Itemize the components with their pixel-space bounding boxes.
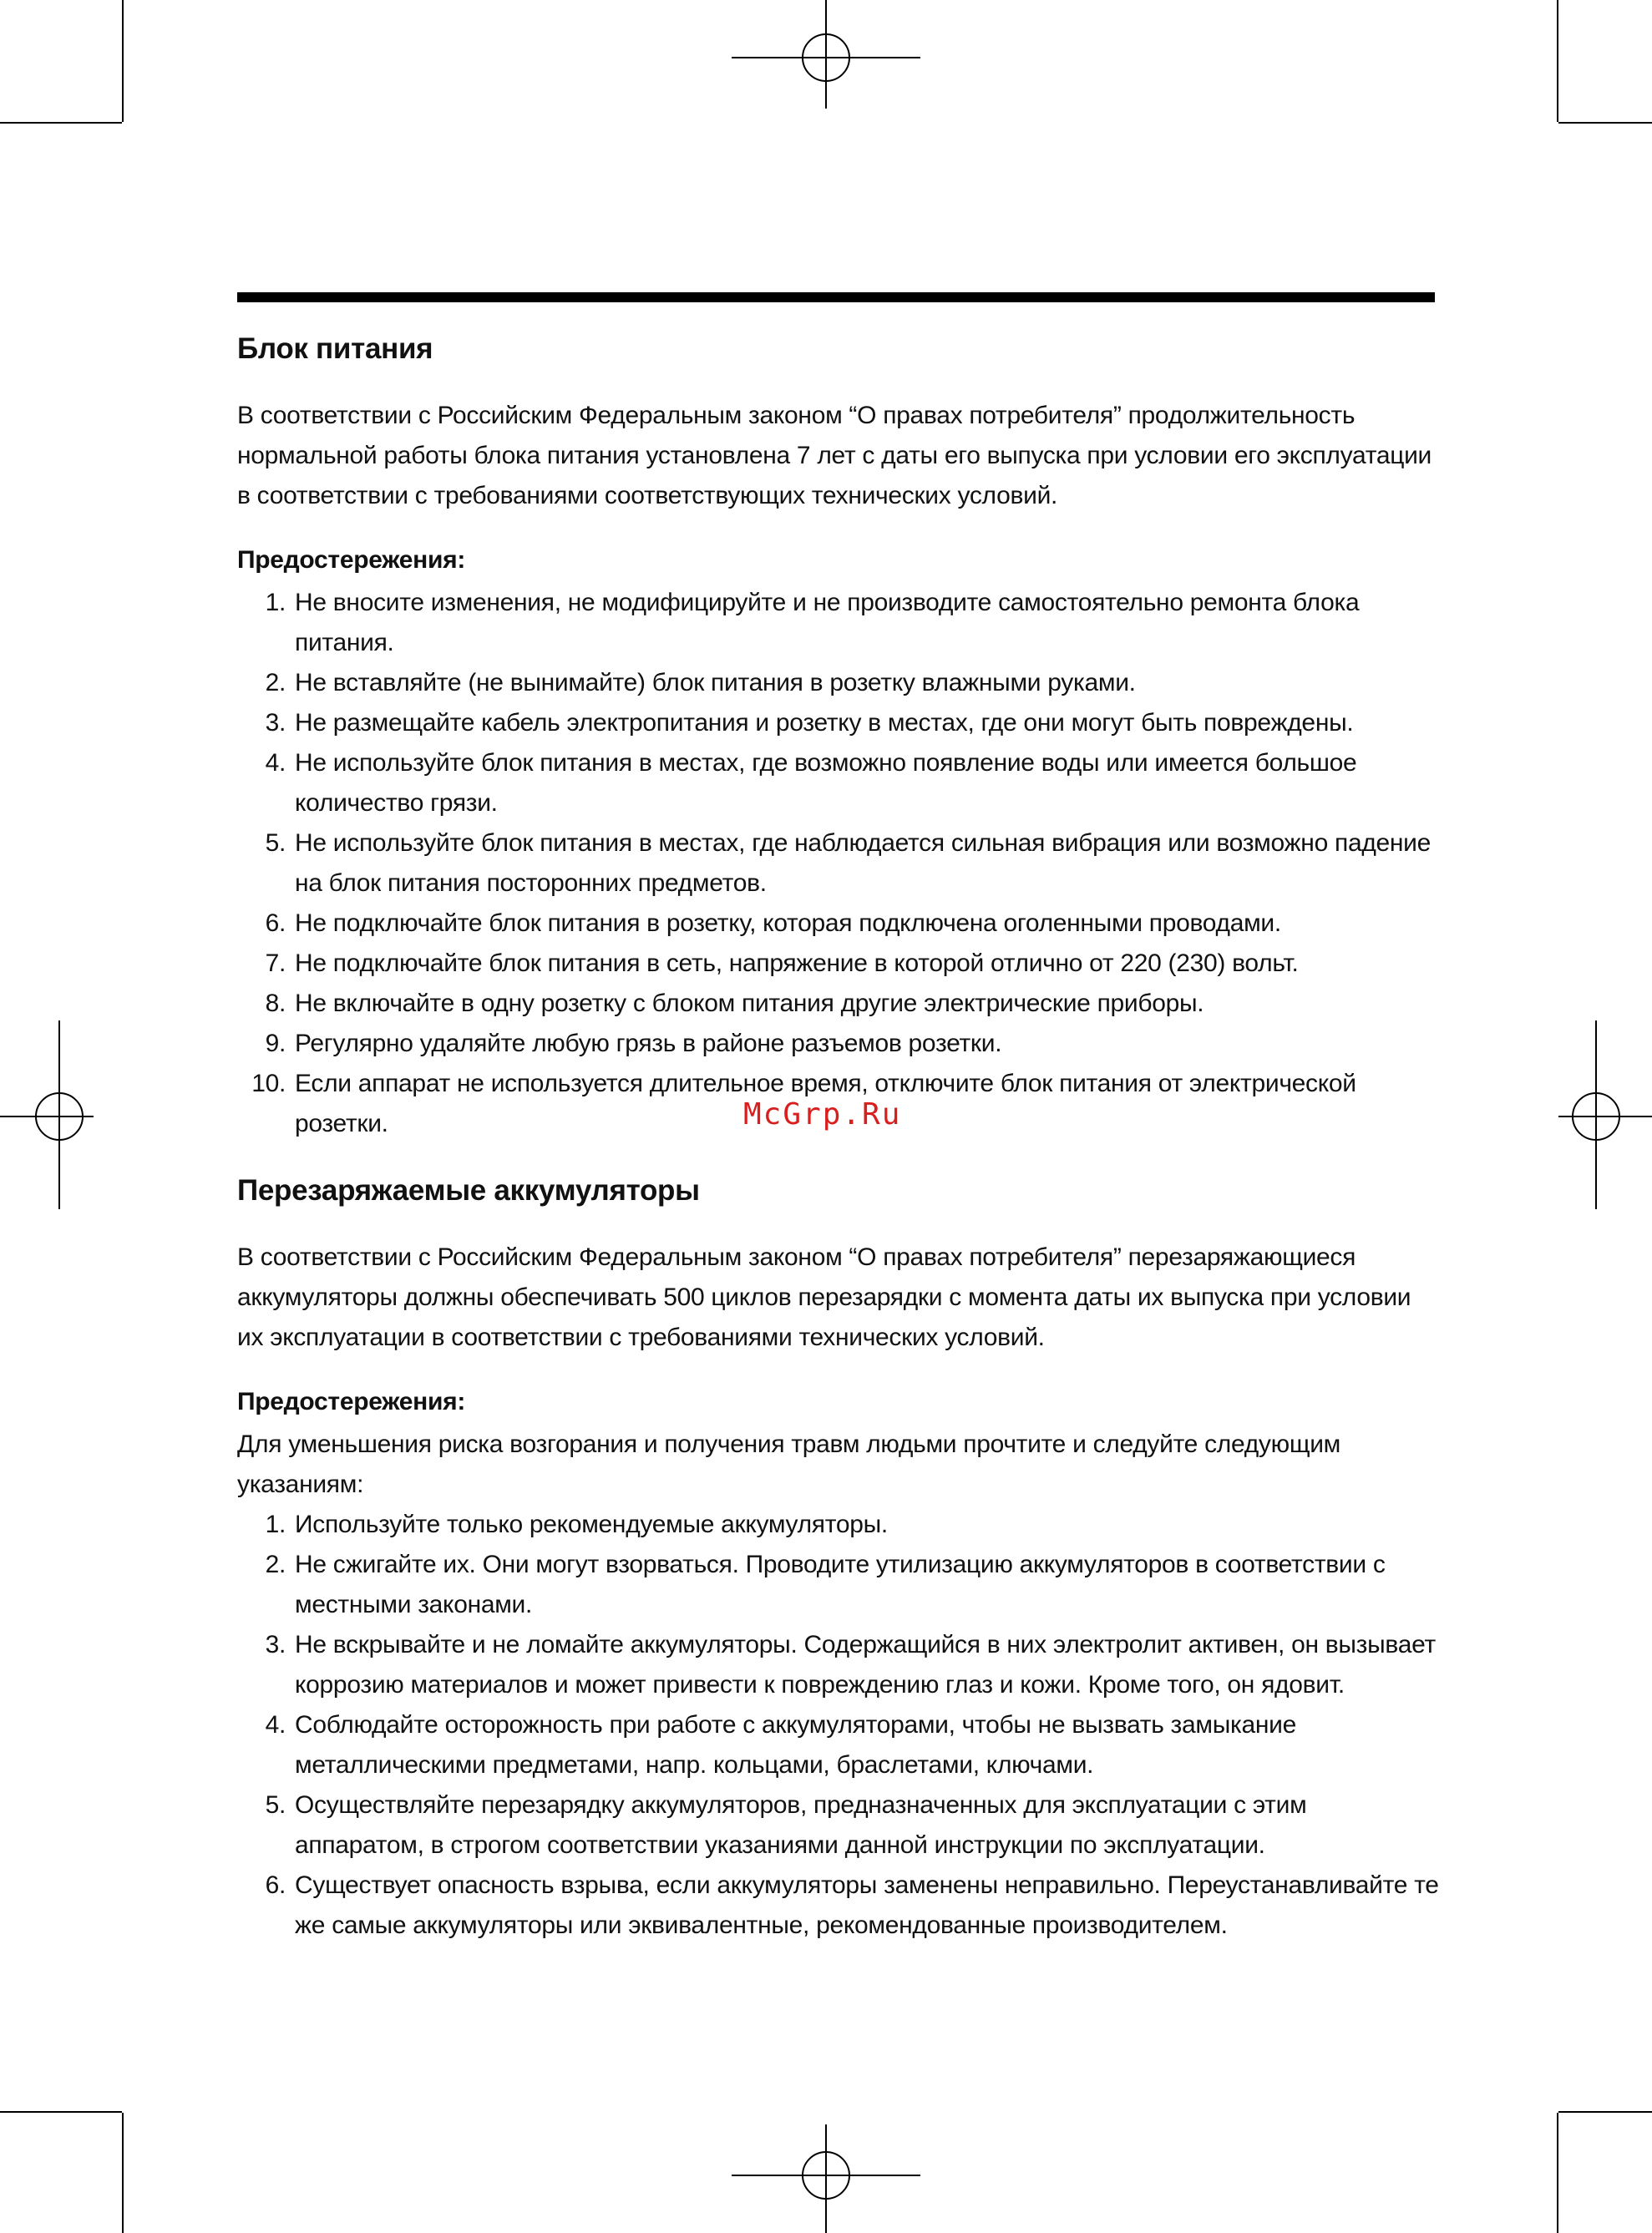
crop-mark — [0, 2111, 122, 2113]
list-item: 2. Не сжигайте их. Они могут взорваться. Проводите утилизацию аккумуляторов в соответствии с местными законами. — [265, 1551, 1386, 1618]
section-title: Блок питания — [237, 332, 433, 365]
registration-mark — [802, 2151, 850, 2200]
list-item: 6. Существует опасность взрыва, если аккумуляторы заменены неправильно. Переустанавливайте те же самые аккумуляторы или эквивалентные, рекомендованные производителем. — [265, 1871, 1439, 1939]
registration-mark — [1572, 1092, 1620, 1141]
list-item: 10. Если аппарат не используется длительное время, отключите блок питания от электрической розетки. — [251, 1070, 1356, 1137]
warnings-title: Предостережения: — [237, 1388, 466, 1415]
warnings-intro: Для уменьшения риска возгорания и получения травм людьми прочтите и следуйте следующим указаниям: — [237, 1430, 1340, 1498]
list-item: 5. Не используйте блок питания в местах, где наблюдается сильная вибрация или возможно падение на блок питания посторонних предметов. — [265, 829, 1432, 897]
list-item: 4. Соблюдайте осторожность при работе с аккумуляторами, чтобы не вызвать замыкание металлическими предметами, напр. кольцами, браслетами, ключами. — [265, 1711, 1296, 1779]
warnings-title: Предостережения: — [237, 546, 466, 574]
crop-mark — [122, 0, 124, 122]
list-item: 1. Используйте только рекомендуемые аккумуляторы. — [265, 1511, 888, 1538]
list-item: 1. Не вносите изменения, не модифицируйте и не производите самостоятельно ремонта блока питания. — [265, 589, 1360, 656]
crop-mark — [1557, 0, 1558, 122]
warnings-list — [237, 583, 1440, 1144]
document-body — [237, 332, 1440, 1946]
list-item: 4. Не используйте блок питания в местах, где возможно появление воды или имеется большое количество грязи. — [265, 749, 1357, 817]
registration-mark — [35, 1092, 84, 1141]
list-item: 5. Осуществляйте перезарядку аккумуляторов, предназначенных для эксплуатации с этим аппаратом, в строгом соответствии указаниями данной инструкции по эксплуатации. — [265, 1791, 1307, 1859]
list-item: 6. Не подключайте блок питания в розетку, которая подключена оголенными проводами. — [265, 909, 1281, 937]
crop-mark — [122, 2113, 124, 2233]
list-item: 3. Не размещайте кабель электропитания и розетку в местах, где они могут быть повреждены. — [265, 709, 1354, 737]
crop-mark — [1558, 122, 1652, 124]
watermark: McGrp.Ru — [743, 1097, 902, 1132]
registration-mark — [802, 33, 850, 82]
header-rule — [237, 292, 1435, 302]
warnings-list — [237, 1505, 1440, 1946]
crop-mark — [0, 122, 122, 124]
list-item: 9. Регулярно удаляйте любую грязь в районе разъемов розетки. — [265, 1030, 1002, 1057]
crop-mark — [1557, 2113, 1558, 2233]
crop-mark — [1558, 2111, 1652, 2113]
list-item: 2. Не вставляйте (не вынимайте) блок питания в розетку влажными руками. — [265, 669, 1136, 696]
section-paragraph: В соответствии с Российским Федеральным законом “О правах потребителя” продолжительность нормальной работы блока питания установлена 7 лет с даты его выпуска при условии его эксплуатации в соответствии с требованиями соответствующих технических условий. — [237, 402, 1432, 509]
list-item: 3. Не вскрывайте и не ломайте аккумуляторы. Содержащийся в них электролит активен, он вызывает коррозию материалов и может привести к повреждению глаз и кожи. Кроме того, он ядовит. — [265, 1631, 1436, 1699]
list-item: 7. Не подключайте блок питания в сеть, напряжение в которой отлично от 220 (230) вольт. — [265, 949, 1299, 977]
section-title: Перезаряжаемые аккумуляторы — [237, 1174, 700, 1207]
section-paragraph: В соответствии с Российским Федеральным законом “О правах потребителя” перезаряжающиеся аккумуляторы должны обеспечивать 500 циклов перезарядки с момента даты их выпуска при условии их эксплуатации в соответствии с требованиями технических условий. — [237, 1243, 1411, 1351]
list-item: 8. Не включайте в одну розетку с блоком питания другие электрические приборы. — [265, 990, 1204, 1017]
power-supply-section — [237, 332, 1440, 1144]
batteries-section — [237, 1174, 1440, 1946]
